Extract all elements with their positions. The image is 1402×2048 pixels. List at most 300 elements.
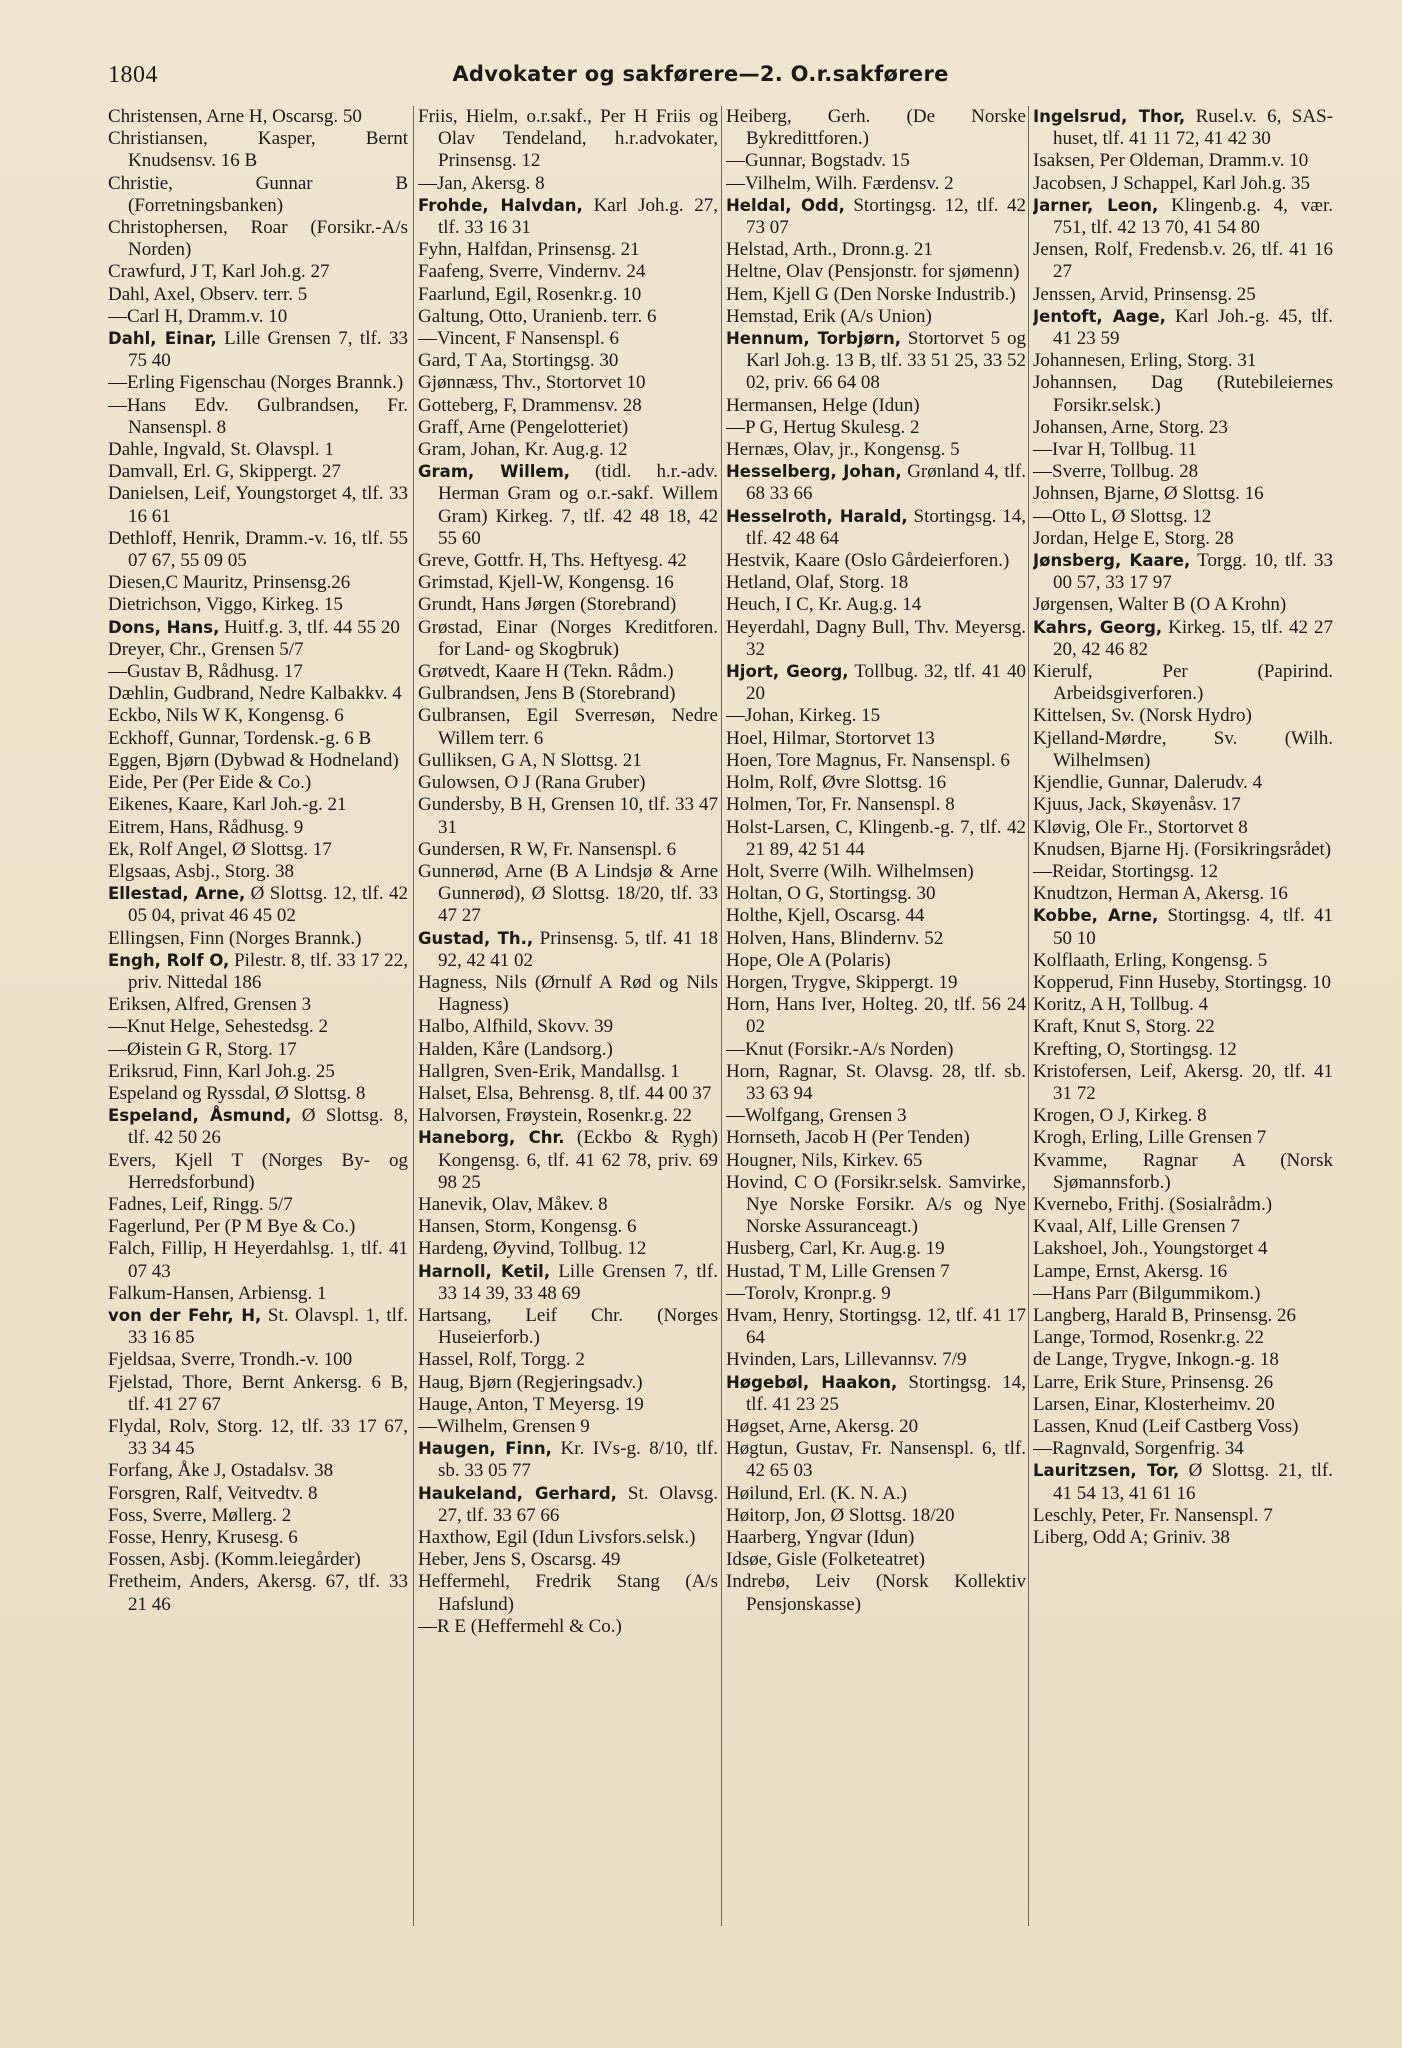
entry-text: Krogen, O J, Kirkeg. 8 xyxy=(1033,1105,1207,1127)
entry-text: Johannesen, Erling, Storg. 31 xyxy=(1033,350,1257,372)
entry-text: Hustad, T M, Lille Grensen 7 xyxy=(726,1260,950,1282)
entry-text: Christensen, Arne H, Oscarsg. 50 xyxy=(108,106,362,127)
directory-entry xyxy=(726,905,1026,927)
directory-entry xyxy=(418,1216,718,1238)
entry-text: Lange, Tormod, Rosenkr.g. 22 xyxy=(1033,1327,1265,1349)
entry-text: —P G, Hertug Skulesg. 2 xyxy=(726,416,920,438)
directory-entry xyxy=(726,1483,1026,1505)
directory-entry xyxy=(726,506,1026,550)
entry-text: Hoel, Hilmar, Stortorvet 13 xyxy=(726,727,935,749)
directory-entry xyxy=(418,1527,718,1549)
entry-text: Johansen, Arne, Storg. 23 xyxy=(1033,416,1228,438)
directory-entry xyxy=(726,1261,1026,1283)
directory-entry xyxy=(108,1016,408,1038)
directory-entry xyxy=(108,1083,408,1105)
entry-text: —Knut Helge, Sehestedsg. 2 xyxy=(108,1016,329,1038)
column-1 xyxy=(108,106,408,1946)
directory-entry xyxy=(108,594,408,616)
directory-entry xyxy=(726,173,1026,195)
directory-entry xyxy=(1033,1438,1333,1460)
directory-entry xyxy=(1033,1416,1333,1438)
directory-entry xyxy=(726,817,1026,861)
entry-text: Prinsensg. 5, tlf. 41 18 92, 42 41 02 xyxy=(438,927,718,971)
entry-name-bold: Høgebøl, Haakon, xyxy=(726,1372,898,1392)
entry-text: Hemstad, Erik (A/s Union) xyxy=(726,305,932,327)
directory-entry xyxy=(418,550,718,572)
directory-entry xyxy=(726,239,1026,261)
entry-name-bold: Engh, Rolf O, xyxy=(108,950,230,970)
column-divider xyxy=(413,106,414,1926)
entry-text: Crawfurd, J T, Karl Joh.g. 27 xyxy=(108,261,330,283)
entry-text: Gulbransen, Egil Sverresøn, Nedre Willem terr. 6 xyxy=(418,705,718,749)
entry-text: Christiansen, Kasper, Bernt Knudsensv. 16 B xyxy=(108,128,408,172)
directory-entry xyxy=(1033,372,1333,416)
entry-text: Kjelland-Mørdre, Sv. (Wilh. Wilhelmsen) xyxy=(1033,727,1333,771)
directory-entry xyxy=(1033,439,1333,461)
directory-entry xyxy=(726,1172,1026,1239)
directory-entry xyxy=(1033,1305,1333,1327)
entry-text: —Erling Figenschau (Norges Brannk.) xyxy=(108,372,404,394)
directory-entry xyxy=(418,772,718,794)
entry-text: Jenssen, Arvid, Prinsensg. 25 xyxy=(1033,283,1256,305)
entry-name-bold: Gram, Willem, xyxy=(418,462,571,482)
directory-entry xyxy=(418,239,718,261)
directory-entry xyxy=(418,705,718,749)
entry-text: Eriksen, Alfred, Grensen 3 xyxy=(108,994,312,1016)
entry-name-bold: Haugen, Finn, xyxy=(418,1439,552,1459)
entry-name-bold: Hesselroth, Harald, xyxy=(726,506,908,526)
entry-text: Lille Grensen 7, tlf. 33 14 39, 33 48 69 xyxy=(438,1260,718,1304)
entry-text: —Vilhelm, Wilh. Færdensv. 2 xyxy=(726,172,954,194)
entry-text: Hagness, Nils (Ørnulf A Rød og Nils Hagness) xyxy=(418,971,718,1016)
entry-text: Holven, Hans, Blindernv. 52 xyxy=(726,927,944,949)
directory-entry xyxy=(418,461,718,550)
directory-entry xyxy=(418,261,718,283)
directory-entry xyxy=(108,794,408,816)
directory-entry xyxy=(1033,839,1333,861)
entry-text: Hernæs, Olav, jr., Kongensg. 5 xyxy=(726,439,960,461)
entry-text: Halbo, Alfhild, Skovv. 39 xyxy=(418,1016,614,1038)
entry-text: Fagerlund, Per (P M Bye & Co.) xyxy=(108,1216,356,1238)
directory-entry xyxy=(726,284,1026,306)
column-divider xyxy=(721,106,722,1926)
directory-entry xyxy=(418,1016,718,1038)
entry-text: Holst-Larsen, C, Klingenb.-g. 7, tlf. 42 21 89, 42 51 44 xyxy=(726,816,1026,860)
directory-entry xyxy=(108,1372,408,1416)
entry-text: Eikenes, Kaare, Karl Joh.-g. 21 xyxy=(108,794,347,816)
directory-entry xyxy=(418,594,718,616)
entry-text: Fyhn, Halfdan, Prinsensg. 21 xyxy=(418,239,640,261)
entry-text: Gulowsen, O J (Rana Gruber) xyxy=(418,772,646,794)
entry-text: Kvernebo, Frithj. (Sosialrådm.) xyxy=(1033,1193,1273,1215)
entry-text: Elgsaas, Asbj., Storg. 38 xyxy=(108,860,294,882)
entry-text: Holm, Rolf, Øvre Slottsg. 16 xyxy=(726,772,947,794)
entry-text: Hansen, Storm, Kongensg. 6 xyxy=(418,1216,637,1238)
directory-entry xyxy=(1033,284,1333,306)
directory-entry xyxy=(1033,1238,1333,1260)
directory-entry xyxy=(108,1194,408,1216)
entry-text: Knudsen, Bjarne Hj. (Forsikringsrådet) xyxy=(1033,838,1332,860)
directory-entry xyxy=(726,772,1026,794)
entry-text: Heiberg, Gerh. (De Norske Bykredittforen.) xyxy=(726,106,1026,150)
directory-entry xyxy=(418,395,718,417)
entry-text: Graff, Arne (Pengelotteriet) xyxy=(418,416,629,438)
directory-entry xyxy=(418,1416,718,1438)
entry-text: Fretheim, Anders, Akersg. 67, tlf. 33 21 46 xyxy=(108,1571,408,1615)
entry-text: Kvamme, Ragnar A (Norsk Sjømannsforb.) xyxy=(1033,1149,1333,1193)
directory-entry xyxy=(726,1527,1026,1549)
entry-text: Dreyer, Chr., Grensen 5/7 xyxy=(108,638,304,660)
entry-name-bold: Hennum, Torbjørn, xyxy=(726,329,902,349)
entry-text: Hauge, Anton, T Meyersg. 19 xyxy=(418,1393,644,1415)
entry-text: Stortingsg. 4, tlf. 41 50 10 xyxy=(1053,905,1333,949)
entry-text: —Carl H, Dramm.v. 10 xyxy=(108,305,288,327)
directory-entry xyxy=(418,839,718,861)
entry-text: Espeland og Ryssdal, Ø Slottsg. 8 xyxy=(108,1082,366,1104)
directory-entry xyxy=(418,794,718,838)
directory-entry xyxy=(418,417,718,439)
directory-entry xyxy=(1033,550,1333,594)
entry-text: Hallgren, Sven-Erik, Mandallsg. 1 xyxy=(418,1060,680,1082)
directory-entry xyxy=(1033,883,1333,905)
entry-text: Koritz, A H, Tollbug. 4 xyxy=(1033,994,1209,1016)
directory-entry xyxy=(726,661,1026,705)
directory-entry xyxy=(418,1061,718,1083)
entry-text: Flydal, Rolv, Storg. 12, tlf. 33 17 67, 33 34 45 xyxy=(108,1415,408,1460)
entry-text: —Jan, Akersg. 8 xyxy=(418,172,545,194)
page-header xyxy=(108,62,1293,98)
directory-entry xyxy=(108,1039,408,1061)
entry-text: Karl Joh.-g. 45, tlf. 41 23 59 xyxy=(1053,305,1333,350)
directory-entry xyxy=(1033,1349,1333,1371)
directory-entry xyxy=(1033,1127,1333,1149)
entry-text: Gram, Johan, Kr. Aug.g. 12 xyxy=(418,439,628,461)
entry-text: Gundersby, B H, Grensen 10, tlf. 33 47 31 xyxy=(418,794,718,838)
entry-text: Hanevik, Olav, Måkev. 8 xyxy=(418,1193,608,1215)
entry-text: Karl Joh.g. 27, tlf. 33 16 31 xyxy=(438,194,718,239)
directory-entry xyxy=(108,328,408,372)
entry-text: Kraft, Knut S, Storg. 22 xyxy=(1033,1016,1215,1038)
directory-entry xyxy=(726,395,1026,417)
entry-text: Helstad, Arth., Dronn.g. 21 xyxy=(726,239,933,261)
column-divider xyxy=(1028,106,1029,1926)
directory-entry xyxy=(418,1394,718,1416)
directory-entry xyxy=(726,1505,1026,1527)
entry-text: Heuch, I C, Kr. Aug.g. 14 xyxy=(726,594,922,616)
entry-text: Hoen, Tore Magnus, Fr. Nansenspl. 6 xyxy=(726,749,1010,771)
directory-entry xyxy=(108,1527,408,1549)
entry-text: Høgset, Arne, Akersg. 20 xyxy=(726,1415,919,1437)
directory-entry xyxy=(418,928,718,972)
entry-text: Hem, Kjell G (Den Norske Industrib.) xyxy=(726,283,1016,305)
directory-entry xyxy=(726,328,1026,395)
entry-text: Høitorp, Jon, Ø Slottsg. 18/20 xyxy=(726,1504,955,1526)
directory-entry xyxy=(1033,1216,1333,1238)
directory-entry xyxy=(108,839,408,861)
entry-text: Halden, Kåre (Landsorg.) xyxy=(418,1038,613,1060)
entry-text: —Sverre, Tollbug. 28 xyxy=(1033,461,1199,483)
directory-entry xyxy=(1033,528,1333,550)
directory-entry xyxy=(1033,1194,1333,1216)
entry-text: Larre, Erik Sture, Prinsensg. 26 xyxy=(1033,1371,1274,1393)
entry-text: Damvall, Erl. G, Skippergt. 27 xyxy=(108,461,341,483)
directory-entry xyxy=(726,1283,1026,1305)
directory-entry xyxy=(1033,1327,1333,1349)
directory-entry xyxy=(726,195,1026,239)
entry-text: Kolflaath, Erling, Kongensg. 5 xyxy=(1033,949,1268,971)
entry-text: Hope, Ole A (Polaris) xyxy=(726,949,891,971)
directory-entry xyxy=(418,106,718,173)
entry-text: Stortingsg. 12, tlf. 42 73 07 xyxy=(746,194,1026,239)
directory-entry xyxy=(108,661,408,683)
entry-text: Holt, Sverre (Wilh. Wilhelmsen) xyxy=(726,860,974,882)
entry-text: Torgg. 10, tlf. 33 00 57, 33 17 97 xyxy=(1053,550,1333,594)
entry-text: Krefting, O, Stortingsg. 12 xyxy=(1033,1038,1237,1060)
entry-text: Fadnes, Leif, Ringg. 5/7 xyxy=(108,1193,293,1215)
directory-entry xyxy=(1033,1460,1333,1504)
page-number: 1804 xyxy=(108,62,158,88)
directory-entry xyxy=(418,1483,718,1527)
entry-name-bold: Espeland, Åsmund, xyxy=(108,1106,292,1126)
entry-text: Christie, Gunnar B (Forretningsbanken) xyxy=(108,172,408,216)
directory-entry xyxy=(108,772,408,794)
directory-entry xyxy=(1033,1150,1333,1194)
directory-entry xyxy=(726,1305,1026,1349)
directory-entry xyxy=(108,528,408,572)
entry-text: Huitf.g. 3, tlf. 44 55 20 xyxy=(219,616,400,638)
directory-entry xyxy=(726,572,1026,594)
entry-text: Fjelstad, Thore, Bernt Ankersg. 6 B, tlf. 41 27 67 xyxy=(108,1371,408,1415)
entry-text: Eriksrud, Finn, Karl Joh.g. 25 xyxy=(108,1060,335,1082)
entry-text: Stortingsg. 14, tlf. 41 23 25 xyxy=(746,1371,1026,1415)
directory-entry xyxy=(726,550,1026,572)
entry-text: Larsen, Einar, Klosterheimv. 20 xyxy=(1033,1393,1275,1415)
entry-text: Eckbo, Nils W K, Kongensg. 6 xyxy=(108,705,344,727)
entry-text: Falkum-Hansen, Arbiensg. 1 xyxy=(108,1282,327,1304)
directory-entry xyxy=(1033,617,1333,661)
directory-entry xyxy=(726,1549,1026,1571)
entry-text: —Øistein G R, Storg. 17 xyxy=(108,1038,297,1060)
directory-entry xyxy=(1033,195,1333,239)
entry-text: Forfang, Åke J, Ostadalsv. 38 xyxy=(108,1460,334,1482)
directory-entry xyxy=(108,639,408,661)
entry-text: Stortingsg. 14, tlf. 42 48 64 xyxy=(746,505,1026,549)
directory-entry xyxy=(418,1083,718,1105)
directory-entry xyxy=(726,1127,1026,1149)
directory-entry xyxy=(108,728,408,750)
directory-entry xyxy=(726,617,1026,661)
directory-entry xyxy=(418,1238,718,1260)
entry-text: Falch, Fillip, H Heyerdahlsg. 1, tlf. 41 07 43 xyxy=(108,1238,408,1282)
directory-entry xyxy=(1033,972,1333,994)
directory-entry xyxy=(418,284,718,306)
entry-text: —Knut (Forsikr.-A/s Norden) xyxy=(726,1038,954,1060)
directory-entry xyxy=(726,1105,1026,1127)
entry-text: Dahle, Ingvald, St. Olavspl. 1 xyxy=(108,439,334,461)
entry-text: Indrebø, Leiv (Norsk Kollektiv Pensjonskasse) xyxy=(726,1571,1026,1615)
entry-name-bold: Kahrs, Georg, xyxy=(1033,617,1163,637)
directory-entry xyxy=(726,794,1026,816)
entry-text: Heffermehl, Fredrik Stang (A/s Hafslund) xyxy=(418,1571,718,1615)
directory-entry xyxy=(108,1349,408,1371)
entry-text: Halset, Elsa, Behrensg. 8, tlf. 44 00 37 xyxy=(418,1082,712,1104)
directory-entry xyxy=(108,572,408,594)
entry-text: Ø Slottsg. 12, tlf. 42 05 04, privat 46 45 02 xyxy=(128,883,408,927)
directory-entry xyxy=(108,928,408,950)
directory-entry xyxy=(108,173,408,217)
directory-entry xyxy=(418,1571,718,1615)
entry-text: —Vincent, F Nansenspl. 6 xyxy=(418,328,619,350)
entry-text: Kr. IVs-g. 8/10, tlf. sb. 33 05 77 xyxy=(438,1438,718,1482)
entry-text: Diesen,C Mauritz, Prinsensg.26 xyxy=(108,572,351,594)
directory-entry xyxy=(726,439,1026,461)
entry-text: Faafeng, Sverre, Vindernv. 24 xyxy=(418,261,646,283)
directory-entry xyxy=(108,395,408,439)
directory-entry xyxy=(726,883,1026,905)
directory-entry xyxy=(418,1305,718,1349)
directory-entry xyxy=(418,439,718,461)
entry-text: Kløvig, Ole Fr., Stortorvet 8 xyxy=(1033,816,1248,838)
directory-entry xyxy=(726,1150,1026,1172)
directory-entry xyxy=(108,1105,408,1149)
directory-entry xyxy=(108,439,408,461)
directory-entry xyxy=(108,306,408,328)
entry-text: (Eckbo & Rygh) Kongensg. 6, tlf. 41 62 78, priv. 69 98 25 xyxy=(438,1127,718,1193)
directory-entry xyxy=(726,972,1026,994)
entry-text: Heyerdahl, Dagny Bull, Thv. Meyersg. 32 xyxy=(726,616,1026,660)
entry-name-bold: Lauritzsen, Tor, xyxy=(1033,1461,1180,1481)
directory-entry xyxy=(1033,506,1333,528)
entry-text: —Gustav B, Rådhusg. 17 xyxy=(108,661,303,683)
directory-entry xyxy=(1033,1283,1333,1305)
directory-entry xyxy=(108,1505,408,1527)
entry-text: Pilestr. 8, tlf. 33 17 22, priv. Nittedal 186 xyxy=(128,949,408,993)
entry-text: Hardeng, Øyvind, Tollbug. 12 xyxy=(418,1238,647,1260)
entry-text: Grøtvedt, Kaare H (Tekn. Rådm.) xyxy=(418,661,674,683)
entry-text: Forsgren, Ralf, Veitvedtv. 8 xyxy=(108,1482,318,1504)
entry-name-bold: Dahl, Einar, xyxy=(108,329,217,349)
directory-entry xyxy=(108,284,408,306)
directory-entry xyxy=(726,1039,1026,1061)
directory-entry xyxy=(1033,150,1333,172)
entry-text: Heltne, Olav (Pensjonstr. for sjømenn) xyxy=(726,261,1020,283)
directory-entry xyxy=(726,417,1026,439)
entry-text: Isaksen, Per Oldeman, Dramm.v. 10 xyxy=(1033,150,1309,172)
entry-text: Johannsen, Dag (Rutebileiernes Forsikr.selsk.) xyxy=(1033,372,1333,416)
directory-entry xyxy=(726,861,1026,883)
directory-entry xyxy=(1033,728,1333,772)
entry-text: Friis, Hielm, o.r.sakf., Per H Friis og Olav Tendeland, h.r.advokater, Prinsensg. 12 xyxy=(418,106,718,172)
entry-text: Liberg, Odd A; Griniv. 38 xyxy=(1033,1527,1230,1548)
directory-entry xyxy=(418,572,718,594)
directory-entry xyxy=(108,1549,408,1571)
directory-entry xyxy=(108,617,408,639)
entry-text: —Ragnvald, Sorgenfrig. 34 xyxy=(1033,1438,1244,1460)
entry-text: —Wilhelm, Grensen 9 xyxy=(418,1415,590,1437)
entry-text: Grøstad, Einar (Norges Kreditforen. for Land- og Skogbruk) xyxy=(418,616,718,660)
entry-name-bold: Gustad, Th., xyxy=(418,928,534,948)
entry-text: Horgen, Trygve, Skippergt. 19 xyxy=(726,971,958,993)
entry-text: Grønland 4, tlf. 68 33 66 xyxy=(746,461,1026,505)
directory-entry xyxy=(726,106,1026,150)
entry-text: Greve, Gottfr. H, Ths. Heftyesg. 42 xyxy=(418,550,687,572)
directory-entry xyxy=(726,1438,1026,1482)
directory-entry xyxy=(726,1372,1026,1416)
entry-text: —Ivar H, Tollbug. 11 xyxy=(1033,439,1197,461)
directory-entry xyxy=(726,705,1026,727)
entry-text: Kierulf, Per (Papirind. Arbeidsgiverforen.) xyxy=(1033,661,1333,705)
entry-text: (tidl. h.r.-adv. Herman Gram og o.r.-sakf. Willem Gram) Kirkeg. 7, tlf. 42 48 18, 42 55 60 xyxy=(438,461,718,549)
entry-name-bold: Hesselberg, Johan, xyxy=(726,462,902,482)
entry-text: Christophersen, Roar (Forsikr.-A/s Norden) xyxy=(108,217,408,261)
directory-entry xyxy=(418,372,718,394)
directory-entry xyxy=(108,217,408,261)
directory-entry xyxy=(1033,173,1333,195)
directory-entry xyxy=(108,106,408,128)
entry-text: Dietrichson, Viggo, Kirkeg. 15 xyxy=(108,594,343,616)
directory-entry xyxy=(726,728,1026,750)
entry-text: Hestvik, Kaare (Oslo Gårdeierforen.) xyxy=(726,550,1010,572)
directory-entry xyxy=(1033,1061,1333,1105)
directory-entry xyxy=(418,350,718,372)
entry-name-bold: Ingelsrud, Thor, xyxy=(1033,107,1186,126)
entry-text: Jacobsen, J Schappel, Karl Joh.g. 35 xyxy=(1033,172,1311,194)
column-3 xyxy=(726,106,1026,1946)
directory-entry xyxy=(1033,794,1333,816)
entry-text: Ø Slottsg. 8, tlf. 42 50 26 xyxy=(128,1105,408,1149)
entry-text: Hermansen, Helge (Idun) xyxy=(726,394,920,416)
directory-entry xyxy=(726,594,1026,616)
entry-text: Kristofersen, Leif, Akersg. 20, tlf. 41 31 72 xyxy=(1033,1060,1333,1104)
entry-text: —Hans Parr (Bilgummikom.) xyxy=(1033,1282,1261,1304)
entry-text: Lampe, Ernst, Akersg. 16 xyxy=(1033,1260,1228,1282)
entry-name-bold: Heldal, Odd, xyxy=(726,195,845,215)
directory-entry xyxy=(108,861,408,883)
entry-text: Klingenb.g. 4, vær. 751, tlf. 42 13 70, 41 54 80 xyxy=(1053,194,1333,239)
directory-entry xyxy=(108,883,408,927)
entry-text: Heber, Jens S, Oscarsg. 49 xyxy=(418,1549,621,1571)
entry-text: Kvaal, Alf, Lille Grensen 7 xyxy=(1033,1216,1240,1238)
directory-entry xyxy=(1033,905,1333,949)
directory-entry xyxy=(1033,994,1333,1016)
entry-text: Haxthow, Egil (Idun Livsfors.selsk.) xyxy=(418,1527,696,1548)
directory-entry xyxy=(1033,106,1333,150)
entry-text: Horn, Hans Iver, Holteg. 20, tlf. 56 24 02 xyxy=(726,994,1026,1038)
directory-entry xyxy=(108,1305,408,1349)
directory-entry xyxy=(418,617,718,661)
entry-name-bold: Jønsberg, Kaare, xyxy=(1033,551,1191,571)
directory-entry xyxy=(726,994,1026,1038)
directory-entry xyxy=(1033,861,1333,883)
entry-text: Høgtun, Gustav, Fr. Nansenspl. 6, tlf. 42 65 03 xyxy=(726,1438,1026,1482)
entry-name-bold: Dons, Hans, xyxy=(108,617,220,637)
directory-entry xyxy=(1033,1505,1333,1527)
directory-entry xyxy=(108,1061,408,1083)
entry-text: Lassen, Knud (Leif Castberg Voss) xyxy=(1033,1415,1299,1437)
entry-text: Evers, Kjell T (Norges By- og Herredsforbund) xyxy=(108,1149,408,1193)
entry-text: Dahl, Axel, Observ. terr. 5 xyxy=(108,283,308,305)
directory-entry xyxy=(1033,1016,1333,1038)
entry-name-bold: Frohde, Halvdan, xyxy=(418,195,583,215)
entry-text: Gard, T Aa, Stortingsg. 30 xyxy=(418,350,619,372)
directory-entry xyxy=(418,1616,718,1638)
entry-text: —Reidar, Stortingsg. 12 xyxy=(1033,860,1219,882)
entry-text: Ek, Rolf Angel, Ø Slottsg. 17 xyxy=(108,838,332,860)
column-4 xyxy=(1033,106,1333,1946)
entry-text: Eide, Per (Per Eide & Co.) xyxy=(108,772,312,794)
directory-entry xyxy=(108,1571,408,1615)
entry-text: Holtan, O G, Stortingsg. 30 xyxy=(726,883,936,905)
